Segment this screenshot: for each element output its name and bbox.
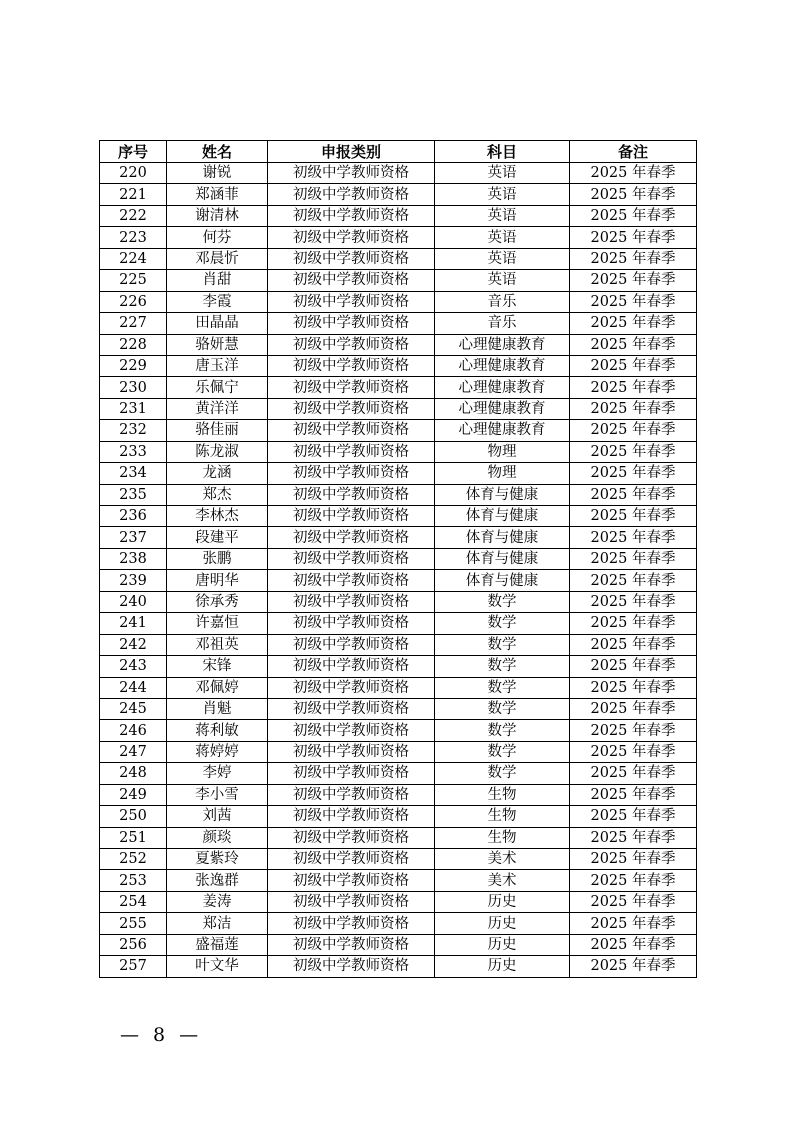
cell-name: 许嘉恒 bbox=[167, 613, 268, 634]
cell-subject: 数学 bbox=[435, 591, 570, 612]
cell-subject: 数学 bbox=[435, 677, 570, 698]
cell-type: 初级中学教师资格 bbox=[268, 591, 435, 612]
cell-seq: 247 bbox=[100, 741, 167, 762]
cell-seq: 250 bbox=[100, 806, 167, 827]
cell-subject: 数学 bbox=[435, 634, 570, 655]
cell-type: 初级中学教师资格 bbox=[268, 291, 435, 312]
table-row bbox=[100, 634, 697, 655]
table-row bbox=[100, 849, 697, 870]
cell-note: 2025 年春季 bbox=[570, 720, 697, 741]
cell-note: 2025 年春季 bbox=[570, 913, 697, 934]
cell-seq: 236 bbox=[100, 506, 167, 527]
cell-name: 谢清林 bbox=[167, 205, 268, 226]
cell-name: 刘茜 bbox=[167, 806, 268, 827]
table-row bbox=[100, 355, 697, 376]
cell-seq: 230 bbox=[100, 377, 167, 398]
table-row bbox=[100, 656, 697, 677]
cell-seq: 224 bbox=[100, 248, 167, 269]
cell-seq: 228 bbox=[100, 334, 167, 355]
cell-name: 宋锋 bbox=[167, 656, 268, 677]
table-row bbox=[100, 484, 697, 505]
table-row bbox=[100, 827, 697, 848]
cell-subject: 体育与健康 bbox=[435, 506, 570, 527]
cell-name: 郑涵菲 bbox=[167, 184, 268, 205]
cell-subject: 心理健康教育 bbox=[435, 398, 570, 419]
cell-name: 骆佳丽 bbox=[167, 420, 268, 441]
cell-note: 2025 年春季 bbox=[570, 784, 697, 805]
cell-type: 初级中学教师资格 bbox=[268, 913, 435, 934]
cell-seq: 238 bbox=[100, 548, 167, 569]
table-row bbox=[100, 698, 697, 719]
cell-note: 2025 年春季 bbox=[570, 463, 697, 484]
cell-name: 肖魁 bbox=[167, 698, 268, 719]
cell-name: 邓晨忻 bbox=[167, 248, 268, 269]
cell-subject: 英语 bbox=[435, 163, 570, 184]
table-row bbox=[100, 763, 697, 784]
table-row bbox=[100, 248, 697, 269]
cell-name: 李小雪 bbox=[167, 784, 268, 805]
header-name: 姓名 bbox=[167, 141, 268, 163]
cell-name: 徐承秀 bbox=[167, 591, 268, 612]
cell-name: 李霞 bbox=[167, 291, 268, 312]
cell-note: 2025 年春季 bbox=[570, 956, 697, 977]
table-row bbox=[100, 613, 697, 634]
cell-type: 初级中学教师资格 bbox=[268, 570, 435, 591]
cell-seq: 241 bbox=[100, 613, 167, 634]
cell-name: 郑洁 bbox=[167, 913, 268, 934]
table-row bbox=[100, 570, 697, 591]
cell-note: 2025 年春季 bbox=[570, 377, 697, 398]
cell-note: 2025 年春季 bbox=[570, 355, 697, 376]
cell-seq: 252 bbox=[100, 849, 167, 870]
cell-note: 2025 年春季 bbox=[570, 334, 697, 355]
cell-type: 初级中学教师资格 bbox=[268, 398, 435, 419]
cell-note: 2025 年春季 bbox=[570, 313, 697, 334]
cell-note: 2025 年春季 bbox=[570, 570, 697, 591]
cell-seq: 223 bbox=[100, 227, 167, 248]
cell-name: 李林杰 bbox=[167, 506, 268, 527]
table-row bbox=[100, 506, 697, 527]
cell-type: 初级中学教师资格 bbox=[268, 527, 435, 548]
cell-name: 田晶晶 bbox=[167, 313, 268, 334]
cell-note: 2025 年春季 bbox=[570, 806, 697, 827]
cell-note: 2025 年春季 bbox=[570, 613, 697, 634]
cell-type: 初级中学教师资格 bbox=[268, 506, 435, 527]
cell-subject: 历史 bbox=[435, 956, 570, 977]
table-row bbox=[100, 463, 697, 484]
cell-seq: 256 bbox=[100, 934, 167, 955]
cell-name: 龙涵 bbox=[167, 463, 268, 484]
cell-type: 初级中学教师资格 bbox=[268, 849, 435, 870]
cell-name: 颜琰 bbox=[167, 827, 268, 848]
cell-subject: 历史 bbox=[435, 913, 570, 934]
cell-subject: 历史 bbox=[435, 934, 570, 955]
cell-subject: 数学 bbox=[435, 656, 570, 677]
cell-type: 初级中学教师资格 bbox=[268, 763, 435, 784]
cell-type: 初级中学教师资格 bbox=[268, 313, 435, 334]
table-header bbox=[100, 141, 697, 163]
table-row bbox=[100, 784, 697, 805]
cell-type: 初级中学教师资格 bbox=[268, 205, 435, 226]
table-row bbox=[100, 591, 697, 612]
cell-subject: 美术 bbox=[435, 849, 570, 870]
cell-note: 2025 年春季 bbox=[570, 248, 697, 269]
cell-seq: 235 bbox=[100, 484, 167, 505]
cell-type: 初级中学教师资格 bbox=[268, 248, 435, 269]
cell-note: 2025 年春季 bbox=[570, 291, 697, 312]
cell-name: 唐明华 bbox=[167, 570, 268, 591]
table-row bbox=[100, 377, 697, 398]
cell-subject: 数学 bbox=[435, 720, 570, 741]
cell-seq: 244 bbox=[100, 677, 167, 698]
cell-type: 初级中学教师资格 bbox=[268, 891, 435, 912]
table-row bbox=[100, 527, 697, 548]
cell-name: 陈龙淑 bbox=[167, 441, 268, 462]
cell-type: 初级中学教师资格 bbox=[268, 806, 435, 827]
roster-table bbox=[99, 140, 697, 978]
header-seq: 序号 bbox=[100, 141, 167, 163]
cell-note: 2025 年春季 bbox=[570, 763, 697, 784]
cell-subject: 数学 bbox=[435, 698, 570, 719]
cell-note: 2025 年春季 bbox=[570, 527, 697, 548]
cell-note: 2025 年春季 bbox=[570, 591, 697, 612]
cell-subject: 心理健康教育 bbox=[435, 334, 570, 355]
cell-note: 2025 年春季 bbox=[570, 934, 697, 955]
cell-name: 张逸群 bbox=[167, 870, 268, 891]
cell-name: 蒋利敏 bbox=[167, 720, 268, 741]
cell-seq: 226 bbox=[100, 291, 167, 312]
cell-subject: 数学 bbox=[435, 763, 570, 784]
cell-note: 2025 年春季 bbox=[570, 677, 697, 698]
cell-seq: 257 bbox=[100, 956, 167, 977]
table-row bbox=[100, 806, 697, 827]
cell-seq: 253 bbox=[100, 870, 167, 891]
table-row bbox=[100, 913, 697, 934]
cell-type: 初级中学教师资格 bbox=[268, 548, 435, 569]
cell-seq: 243 bbox=[100, 656, 167, 677]
cell-name: 邓祖英 bbox=[167, 634, 268, 655]
cell-seq: 239 bbox=[100, 570, 167, 591]
cell-type: 初级中学教师资格 bbox=[268, 956, 435, 977]
cell-note: 2025 年春季 bbox=[570, 741, 697, 762]
cell-seq: 251 bbox=[100, 827, 167, 848]
cell-note: 2025 年春季 bbox=[570, 398, 697, 419]
cell-subject: 音乐 bbox=[435, 291, 570, 312]
cell-type: 初级中学教师资格 bbox=[268, 270, 435, 291]
cell-type: 初级中学教师资格 bbox=[268, 334, 435, 355]
cell-type: 初级中学教师资格 bbox=[268, 613, 435, 634]
cell-seq: 240 bbox=[100, 591, 167, 612]
cell-name: 骆妍慧 bbox=[167, 334, 268, 355]
cell-note: 2025 年春季 bbox=[570, 420, 697, 441]
cell-name: 蒋婷婷 bbox=[167, 741, 268, 762]
page-number: — 8 — bbox=[120, 1024, 203, 1046]
cell-seq: 229 bbox=[100, 355, 167, 376]
header-note: 备注 bbox=[570, 141, 697, 163]
cell-seq: 231 bbox=[100, 398, 167, 419]
cell-subject: 体育与健康 bbox=[435, 570, 570, 591]
cell-subject: 生物 bbox=[435, 827, 570, 848]
header-type: 申报类别 bbox=[268, 141, 435, 163]
cell-subject: 心理健康教育 bbox=[435, 420, 570, 441]
table-row bbox=[100, 441, 697, 462]
cell-type: 初级中学教师资格 bbox=[268, 463, 435, 484]
table-row bbox=[100, 741, 697, 762]
cell-seq: 234 bbox=[100, 463, 167, 484]
cell-seq: 225 bbox=[100, 270, 167, 291]
cell-subject: 心理健康教育 bbox=[435, 377, 570, 398]
cell-type: 初级中学教师资格 bbox=[268, 720, 435, 741]
table-row bbox=[100, 163, 697, 184]
cell-subject: 体育与健康 bbox=[435, 527, 570, 548]
cell-subject: 体育与健康 bbox=[435, 548, 570, 569]
table-row bbox=[100, 334, 697, 355]
table-row bbox=[100, 184, 697, 205]
table-row bbox=[100, 227, 697, 248]
header-row bbox=[100, 141, 697, 163]
cell-name: 姜涛 bbox=[167, 891, 268, 912]
cell-type: 初级中学教师资格 bbox=[268, 698, 435, 719]
cell-name: 叶文华 bbox=[167, 956, 268, 977]
table-row bbox=[100, 548, 697, 569]
cell-seq: 222 bbox=[100, 205, 167, 226]
cell-note: 2025 年春季 bbox=[570, 827, 697, 848]
cell-seq: 248 bbox=[100, 763, 167, 784]
cell-note: 2025 年春季 bbox=[570, 870, 697, 891]
table-row bbox=[100, 870, 697, 891]
cell-note: 2025 年春季 bbox=[570, 441, 697, 462]
cell-seq: 232 bbox=[100, 420, 167, 441]
cell-type: 初级中学教师资格 bbox=[268, 355, 435, 376]
cell-seq: 220 bbox=[100, 163, 167, 184]
cell-seq: 237 bbox=[100, 527, 167, 548]
cell-note: 2025 年春季 bbox=[570, 484, 697, 505]
cell-note: 2025 年春季 bbox=[570, 205, 697, 226]
cell-seq: 233 bbox=[100, 441, 167, 462]
cell-seq: 249 bbox=[100, 784, 167, 805]
cell-note: 2025 年春季 bbox=[570, 656, 697, 677]
cell-subject: 数学 bbox=[435, 613, 570, 634]
header-subject: 科目 bbox=[435, 141, 570, 163]
cell-seq: 227 bbox=[100, 313, 167, 334]
table-row bbox=[100, 291, 697, 312]
table-row bbox=[100, 677, 697, 698]
cell-name: 郑杰 bbox=[167, 484, 268, 505]
cell-subject: 物理 bbox=[435, 441, 570, 462]
cell-type: 初级中学教师资格 bbox=[268, 634, 435, 655]
table-row bbox=[100, 420, 697, 441]
cell-type: 初级中学教师资格 bbox=[268, 677, 435, 698]
cell-type: 初级中学教师资格 bbox=[268, 184, 435, 205]
cell-subject: 生物 bbox=[435, 806, 570, 827]
cell-note: 2025 年春季 bbox=[570, 634, 697, 655]
cell-type: 初级中学教师资格 bbox=[268, 484, 435, 505]
cell-seq: 242 bbox=[100, 634, 167, 655]
cell-name: 盛福莲 bbox=[167, 934, 268, 955]
cell-subject: 体育与健康 bbox=[435, 484, 570, 505]
cell-type: 初级中学教师资格 bbox=[268, 441, 435, 462]
cell-note: 2025 年春季 bbox=[570, 698, 697, 719]
cell-seq: 254 bbox=[100, 891, 167, 912]
cell-name: 唐玉洋 bbox=[167, 355, 268, 376]
cell-seq: 221 bbox=[100, 184, 167, 205]
cell-note: 2025 年春季 bbox=[570, 270, 697, 291]
cell-subject: 数学 bbox=[435, 741, 570, 762]
table-row bbox=[100, 891, 697, 912]
cell-subject: 历史 bbox=[435, 891, 570, 912]
cell-name: 张鹏 bbox=[167, 548, 268, 569]
cell-subject: 心理健康教育 bbox=[435, 355, 570, 376]
cell-subject: 英语 bbox=[435, 184, 570, 205]
table-row bbox=[100, 934, 697, 955]
cell-name: 肖甜 bbox=[167, 270, 268, 291]
cell-name: 谢锐 bbox=[167, 163, 268, 184]
cell-subject: 物理 bbox=[435, 463, 570, 484]
cell-name: 段建平 bbox=[167, 527, 268, 548]
cell-subject: 音乐 bbox=[435, 313, 570, 334]
cell-name: 何芬 bbox=[167, 227, 268, 248]
cell-subject: 英语 bbox=[435, 270, 570, 291]
table-row bbox=[100, 270, 697, 291]
table-body bbox=[100, 163, 697, 978]
table-row bbox=[100, 956, 697, 977]
cell-type: 初级中学教师资格 bbox=[268, 227, 435, 248]
cell-seq: 245 bbox=[100, 698, 167, 719]
cell-subject: 生物 bbox=[435, 784, 570, 805]
cell-type: 初级中学教师资格 bbox=[268, 827, 435, 848]
table-row bbox=[100, 398, 697, 419]
cell-seq: 246 bbox=[100, 720, 167, 741]
cell-seq: 255 bbox=[100, 913, 167, 934]
table-row bbox=[100, 205, 697, 226]
cell-type: 初级中学教师资格 bbox=[268, 377, 435, 398]
cell-subject: 英语 bbox=[435, 248, 570, 269]
cell-type: 初级中学教师资格 bbox=[268, 784, 435, 805]
cell-note: 2025 年春季 bbox=[570, 163, 697, 184]
cell-name: 邓佩婷 bbox=[167, 677, 268, 698]
cell-name: 乐佩宁 bbox=[167, 377, 268, 398]
cell-type: 初级中学教师资格 bbox=[268, 420, 435, 441]
cell-name: 夏紫玲 bbox=[167, 849, 268, 870]
cell-type: 初级中学教师资格 bbox=[268, 934, 435, 955]
cell-note: 2025 年春季 bbox=[570, 506, 697, 527]
cell-note: 2025 年春季 bbox=[570, 184, 697, 205]
table-row bbox=[100, 720, 697, 741]
cell-note: 2025 年春季 bbox=[570, 548, 697, 569]
cell-type: 初级中学教师资格 bbox=[268, 741, 435, 762]
table-row bbox=[100, 313, 697, 334]
cell-note: 2025 年春季 bbox=[570, 849, 697, 870]
cell-subject: 美术 bbox=[435, 870, 570, 891]
cell-note: 2025 年春季 bbox=[570, 227, 697, 248]
cell-name: 李婷 bbox=[167, 763, 268, 784]
cell-subject: 英语 bbox=[435, 205, 570, 226]
cell-type: 初级中学教师资格 bbox=[268, 870, 435, 891]
cell-subject: 英语 bbox=[435, 227, 570, 248]
cell-name: 黄洋洋 bbox=[167, 398, 268, 419]
cell-type: 初级中学教师资格 bbox=[268, 656, 435, 677]
cell-type: 初级中学教师资格 bbox=[268, 163, 435, 184]
cell-note: 2025 年春季 bbox=[570, 891, 697, 912]
